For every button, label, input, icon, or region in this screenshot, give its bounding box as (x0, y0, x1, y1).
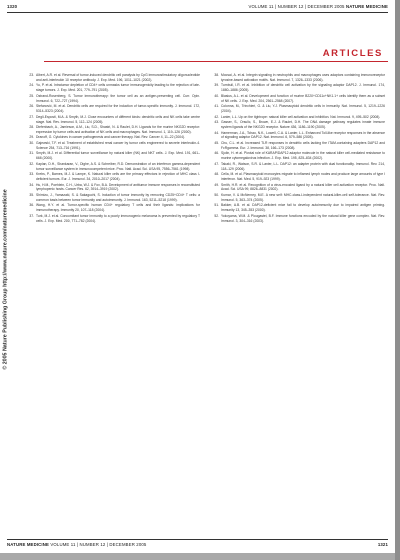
reference-item (25, 203, 200, 213)
reference-number: 32. (29, 161, 34, 166)
reference-number: 36. (29, 203, 34, 208)
reference-column-right (210, 73, 385, 224)
reference-text: Smyth, M.J. et al. Differential tumor surveillance by natural killer (NK) and NKT cells. J. Exp. Med. 191, 661–668 (2000). (36, 151, 200, 161)
reference-number: 40. (214, 93, 219, 98)
reference-text: Lanier, L.L. Up on the tightrope: natural killer cell activation and inhibition. Nat. Immunol. 9, 495–502 (2008). (221, 114, 381, 119)
reference-item (25, 94, 200, 104)
reference-item (210, 94, 385, 104)
footer-page-number: 1321 (377, 542, 388, 547)
reference-text: Albert, A.R. et al. Reversal of tumor-induced dendritic cell paralysis by CpG immunostimulatory oligonucleotide and anti-interleukin 10 receptor antibody. J. Exp. Med. 196, 1011–1021 (2002). (36, 73, 200, 82)
reference-number: 33. (29, 172, 34, 177)
reference-text: Diefenbach, A., Jamieson, A.M., Liu, S.D., Shastri, N. & Raulet, D.H. Ligands for the murine NKG2D receptor: expression by tumor cells and activation of NK cells and macrophages. Nat. Immunol. 1, 119–126 (2000). (36, 125, 200, 134)
reference-number: 45. (214, 140, 219, 145)
reference-item (25, 172, 200, 182)
footer-journal-name: NATURE MEDICINE (7, 542, 50, 547)
reference-text: Gasser, S., Orsulic, S., Brown, E.J. & Raulet, D.H. The DNA damage pathway regulates innate immune system ligands of the NKG2D receptor. Nature 436, 1186–1190 (2005). (221, 120, 385, 130)
reference-number: 30. (29, 140, 34, 145)
reference-text: Blasius, A.L. et al. Development and function of murine B220+CD11c+NK1.1+ cells identify them as a subset of NK cells. J. Exp. Med. 204, 2561–2568 (2007). (221, 93, 385, 103)
reference-text: Smith, H.R. et al. Recognition of a virus-encoded ligand by a natural killer cell activation receptor. Proc. Natl. Acad. Sci. USA 99, 8826–8831 (2002). (221, 182, 385, 192)
reference-number: 25. (29, 93, 34, 98)
reference-number: 50. (214, 192, 219, 197)
header-journal-info (249, 4, 388, 9)
header-journal-name: NATURE MEDICINE (345, 4, 388, 9)
reference-list (25, 73, 385, 224)
footer-journal-info (7, 542, 146, 547)
running-foot (7, 542, 388, 547)
reference-number: 48. (214, 172, 219, 177)
running-head (7, 4, 388, 9)
reference-item (25, 104, 200, 114)
header-journal-issue: VOLUME 11 | NUMBER 12 | DECEMBER 2005 (248, 4, 345, 9)
reference-item (25, 73, 200, 83)
reference-number: 51. (214, 203, 219, 208)
reference-text: Colonna, M., Trinchieri, G. & Liu, Y.J. Plasmacytoid dendritic cells in immunity. Nat. Immunol. 5, 1219–1226 (2004). (221, 104, 385, 114)
reference-number: 24. (29, 83, 34, 88)
reference-number: 29. (29, 135, 34, 140)
reference-number: 37. (29, 213, 34, 218)
reference-item (210, 172, 385, 182)
reference-column-left (25, 73, 200, 224)
reference-item (210, 115, 385, 120)
reference-number: 39. (214, 83, 219, 88)
reference-item (210, 73, 385, 83)
reference-text: Shimizu, J., Yamazaki, S. & Sakaguchi, S. Induction of tumor immunity by removing CD25+CD4+ T cells: a common basis between tumor immunity and autoimmunity. J. Immunol. 163, 5211–5218 (1999). (36, 192, 200, 202)
viewer-scrollbar-gutter[interactable] (395, 0, 400, 560)
reference-item (25, 141, 200, 151)
reference-number: 34. (29, 182, 34, 187)
header-page-number: 1320 (7, 4, 18, 9)
reference-number: 26. (29, 104, 34, 109)
reference-item (25, 193, 200, 203)
reference-number: 41. (214, 104, 219, 109)
reference-text: Yu, P. et al. Intratumor depletion of CD4+ cells unmasks tumor immunogenicity leading to the rejection of late-stage tumors. J. Exp. Med. 201, 779–791 (2005). (36, 83, 200, 93)
reference-number: 43. (214, 120, 219, 125)
section-rule (44, 61, 388, 62)
reference-item (210, 104, 385, 114)
reference-text: Yokoyama, W.M. & Plougastel, B.F. Immune functions encoded by the natural killer gene complex. Nat. Rev. Immunol. 3, 304–316 (2003). (221, 213, 385, 223)
reference-text: Stefanović, M. et al. Dendritic cells are required for the induction of tumor-specific immunity. J. Immunol. 172, 5314–5323 (2004). (36, 104, 200, 114)
reference-number: 44. (214, 130, 219, 135)
reference-item (25, 135, 200, 140)
reference-item (210, 214, 385, 224)
reference-item (25, 115, 200, 125)
reference-item (210, 141, 385, 151)
reference-text: Kumar, V. & McNerney, M.E. A new self: MHC-class-I-independent natural-killer-cell self-tolerance. Nat. Rev. Immunol. 5, 363–374 (2005). (221, 192, 385, 202)
reference-text: Bakker, A.B. et al. DAP12-deficient mice fail to develop autoimmunity due to impaired antigen priming. Immunity 13, 345–353 (2000). (221, 203, 385, 213)
reference-number: 35. (29, 192, 34, 197)
reference-number: 49. (214, 182, 219, 187)
reference-text: Takaki, R., Watson, S.R. & Lanier, L.L. DAP12: an adapter protein with dual functionality. Immunol. Rev. 214, 118–129 (2006). (221, 161, 385, 171)
reference-item (210, 162, 385, 172)
vertical-copyright: © 2005 Nature Publishing Group http://www.nature.com/naturemedicine (2, 189, 9, 370)
reference-number: 38. (214, 73, 219, 77)
footer-rule (7, 539, 388, 540)
reference-text: Cella, M. et al. Plasmacytoid monocytes migrate to inflamed lymph nodes and produce large amounts of type I interferon. Nat. Med. 5, 919–923 (1999). (221, 172, 385, 182)
reference-number: 46. (214, 151, 219, 156)
reference-item (25, 151, 200, 161)
reference-item (25, 162, 200, 172)
reference-text: Kaplan, D.H., Shankaran, V., Dighe, A.S. & Schreiber, R.D. Demonstration of an interferon gamma-dependent tumor surveillance system in immunocompetent mice. Proc. Natl. Acad. Sci. USA 95, 7556–7561 (1998). (36, 161, 200, 171)
reference-text: Sjolin, H. et al. Pivotal role of KARAP/DAP12 adaptor molecule in the natural killer cell-mediated resistance to murine cytomegalovirus infection. J. Exp. Med. 195, 825–834 (2002). (221, 151, 385, 161)
reference-number: 31. (29, 151, 34, 156)
reference-item (210, 183, 385, 193)
reference-text: Degli-Esposti, M.A. & Smyth, M.J. Close encounters of different kinds: dendritic cells and NK cells take centre stage. Nat. Rev. Immunol. 5, 112–124 (2005). (36, 114, 200, 124)
reference-item (210, 83, 385, 93)
reference-item (210, 131, 385, 141)
reference-text: Dranoff, G. Cytokines in cancer pathogenesis and cancer therapy. Nat. Rev. Cancer 4, 11–22 (2004). (36, 135, 186, 140)
reference-item (25, 125, 200, 135)
header-rule (7, 12, 388, 13)
reference-number: 52. (214, 213, 219, 218)
reference-text: Hamerman, J.A., Tchao, N.K., Lowell, C.A. & Lanier, L.L. Enhanced Toll-like receptor responses in the absence of signaling adaptor DAP12. Nat. Immunol. 6, 579–586 (2005). (221, 130, 385, 140)
reference-text: Ostrand-Rosenberg, S. Tumor immunotherapy: the tumor cell as an antigen-presenting cell. Curr. Opin. Immunol. 6, 722–727 (1994). (36, 93, 200, 103)
reference-text: Chu, C.L. et al. Increased TLR responses in dendritic cells lacking the ITAM-containing adapters DAP12 and FcRgamma. Eur. J. Immunol. 38, 166–173 (2008). (221, 140, 385, 150)
reference-item (25, 83, 200, 93)
reference-item (210, 120, 385, 130)
reference-number: 23. (29, 73, 34, 77)
reference-item (25, 183, 200, 193)
reference-text: Krebs, P., Barnes, M.J. & Lampe, K. Natural killer cells are the primary effectors in rejection of MHC class I-deficient tumors. Eur. J. Immunol. 34, 2010–2017 (2004). (36, 172, 200, 182)
section-label: ARTICLES (322, 48, 383, 59)
reference-number: 27. (29, 114, 34, 119)
reference-number: 28. (29, 125, 34, 130)
footer-journal-issue: VOLUME 11 | NUMBER 12 | DECEMBER 2005 (50, 542, 147, 547)
reference-text: Mocsai, A. et al. Integrin signaling in neutrophils and macrophages uses adaptors containing immunoreceptor tyrosine-based activation motifs. Nat. Immunol. 7, 1326–1333 (2006). (221, 73, 385, 82)
reference-number: 47. (214, 161, 219, 166)
reference-text: Turk, M.J. et al. Concomitant tumor immunity to a poorly immunogenic melanoma is prevented by regulatory T cells. J. Exp. Med. 200, 771–782 (2004). (36, 213, 200, 223)
reference-text: Wang, H.Y. et al. Tumor-specific human CD4+ regulatory T cells and their ligands: implications for immunotherapy. Immunity 20, 107–118 (2004). (36, 203, 200, 213)
reference-text: Hu, H.M., Poehlein, C.H., Urba, W.J. & Fox, B.A. Development of antitumor immune responses in reconstituted lymphopenic hosts. Cancer Res. 62, 3914–3919 (2002). (36, 182, 200, 192)
viewer-background-bottom (0, 553, 395, 560)
reference-item (210, 193, 385, 203)
reference-text: Turnbull, I.R. et al. Inhibition of dendritic cell activation by the signaling adaptor DAP12. J. Immunol. 174, 1880–1886 (2005). (221, 83, 385, 93)
reference-text: Gajewski, T.F. et al. Treatment of established renal cancer by tumor cells engineered to secrete interleukin-4. Science 254, 713–716 (1991). (36, 140, 200, 150)
reference-number: 42. (214, 114, 219, 119)
reference-item (25, 214, 200, 224)
reference-item (210, 151, 385, 161)
reference-item (210, 203, 385, 213)
